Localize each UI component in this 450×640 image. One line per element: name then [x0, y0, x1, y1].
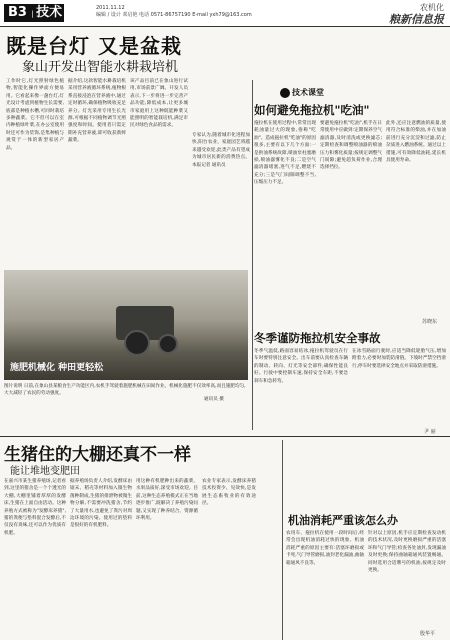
article3-headline: 冬季谨防拖拉机安全事故 — [254, 331, 381, 345]
newspaper-logo: 粮新信息报 — [389, 13, 444, 26]
article2-col1: 拖拉机在使用过程中,常常出现耗油量过大的现象,俗称"吃油"。造成拖拉机"吃油"的原因很多,主要有以下几个方面:一是供油系统故障,喷油泵柱塞磨损,喷油器雾化不良;二是空气滤清器堵塞,进气不足,燃烧不充分;三是气门间隙调整不当,压缩压力不足。 — [254, 121, 316, 186]
article1-col1: 工作时它,灯光照射绿色植物,智能化操作界面方便易用。它看起来像一盏台灯,灯光设计考虑到植物生长需要,底部是种植水槽,可同时栽培多种蔬菜。它不但可以在室内种植绿叶菜,在办公室使用时还可作为装饰,是集种植与观赏于一体的新型家居产品。 — [6, 79, 64, 151]
tech-class-label — [280, 86, 328, 100]
article5-col1: 农用车、拖拉机在使用一段时间后,经常会出现机油消耗过快的现象。机油消耗严重的原因主要有:活塞环磨损或卡死,气门导管磨损,油封老化漏油,曲轴箱通风不良等。 — [286, 531, 364, 566]
brand-subtitle: 农机化 — [420, 3, 444, 12]
header-meta: 2011.11.12 编辑 / 设计 邓启艳 电话 0571-86757190 E-mail yxh79@163.com — [96, 5, 252, 18]
column-divider — [282, 440, 283, 640]
article4-col4: 农业专家表示,发酵床养猪技术投资少、见效快,是发展生态畜牧业的有效途径。 — [202, 479, 256, 507]
article2-col3: 此外,还应注意燃油的质量,使用符合标准的柴油,并在加油前进行充分沉淀和过滤,防止杂质进入燃油系统。通过以上措施,可有效降低油耗,延长机具使用寿命。 — [386, 121, 446, 164]
article5-headline: 机油消耗严重该怎么办 — [288, 514, 398, 527]
article3-col2: 在冰雪路面行驶时,应适当降低轮胎气压,增加附着力,必要时加装防滑链。下坡时严禁空挡滑行,停车时要选择安全地点并采取防滑措施。 — [352, 349, 446, 369]
article4-headline: 生猪住的大棚还真不一样 — [4, 445, 191, 465]
tractor-wheel — [124, 330, 150, 356]
header-rule — [0, 26, 450, 27]
article1-col3: 该产品目前已在象山进行试用,市场前景广阔。开发人员表示,下一步将进一步完善产品功能,降低成本,让更多城市家庭用上这种既能种菜又能照明的智能栽培机,满足市民对绿色食品的需求。 — [130, 79, 188, 129]
page-header — [0, 0, 450, 26]
photo-title: 施肥机械化 种田更轻松 — [10, 363, 104, 373]
article4-col1: 在嘉兴市某生猪养殖场,记者看到,这里的猪舍是一个个透光的大棚,大棚里铺着厚厚的发酵床,生猪在上面自由活动。这种养殖方式被称为"发酵床养猪",猪的粪便与垫料混合发酵后,不仅没有臭味,还可以作为优质有机肥。 — [4, 479, 66, 536]
article3-credit: 尹 丽 — [424, 429, 436, 435]
photo-credit: 通讯员 摄 — [204, 397, 224, 402]
section-badge: B3 | 技术 — [4, 4, 64, 22]
article1-headline: 既是台灯 又是盆栽 — [6, 34, 182, 58]
article5-col2: 针对以上原因,机手应定期检查发动机的技术状况,及时更换磨损严重的活塞环和气门导管;检查各处油封,发现漏油及时更换;保持曲轴箱通风装置畅通。同时选用合适牌号的机油,按规定及时更换。 — [368, 531, 446, 574]
article2-headline: 如何避免拖拉机"吃油" — [254, 103, 370, 117]
article2-credit: 苏晓东 — [422, 319, 438, 325]
article4-subhead: 能让堆地变肥田 — [10, 466, 80, 477]
article1-col4: 专家认为,随着城市化进程加快,阳台农业、家庭园艺将越来越受欢迎,此类产品有望成为城市居民新的消费热点。本报记者 通讯员 — [192, 133, 250, 168]
section-code: B3 — [8, 5, 27, 20]
mid-rule — [0, 436, 450, 437]
article4-col3: 用这种有机肥种出来的蔬菜、水果品质好,深受市场欢迎。目前,这种生态养殖模式正在当地逐步推广,既解决了养殖污染问题,又实现了种养结合、资源循环利用。 — [136, 479, 198, 522]
tech-class-text: 技术课堂 — [292, 88, 324, 97]
article4-col2: 据养殖场负责人介绍,发酵床由锯末、稻壳等材料加入微生物菌种制成,生猪的排泄物被微生物分解,不需要冲洗猪舍,节约了大量用水,也避免了粪污对周边环境的污染。使用过的垫料是很好的有机肥料。 — [70, 479, 132, 529]
article1-col2: 据介绍,这款智能水耕栽培机采用营养液循环系统,植物根系直接浸泡在营养液中,通过定时循环,确保植物吸收充足养分。灯光采用专用生长光源,可根据不同植物调节光照强度和时间。使用者只需定期补充营养液,即可收获新鲜蔬菜。 — [68, 79, 126, 144]
article3-col1: 冬季气温低,路面容易结冰,拖拉机驾驶员在行车时要特别注意安全。出车前要认真检查车辆的制动、转向、灯光等安全部件,确保性能良好。行驶中要控制车速,保持安全车距,不要急刹车和急转弯。 — [254, 349, 348, 384]
section-name: 技术 — [36, 5, 63, 20]
article5-credit: 殷华平 — [420, 631, 436, 637]
article1-subhead: 象山开发出智能水耕栽培机 — [22, 60, 179, 75]
column-divider — [252, 80, 253, 430]
tractor-wheel — [158, 334, 178, 354]
photo-caption: 图片说明 日前,在象山县某粮食生产功能区内,农机手驾驶着施肥机械在田间作业。机械化施肥不仅效率高,而且施肥均匀,大大减轻了农民的劳动强度。 — [4, 384, 246, 396]
article2-col2: 要避免拖拉机"吃油",机手在日常使用中应做到:定期保养空气滤清器,及时清洗或更换滤芯;定期检查和调整喷油器的喷油压力和雾化质量;按规定调整气门间隙;避免超负荷作业,合理选择挡位。 — [320, 121, 382, 171]
lightbulb-icon — [280, 88, 290, 98]
